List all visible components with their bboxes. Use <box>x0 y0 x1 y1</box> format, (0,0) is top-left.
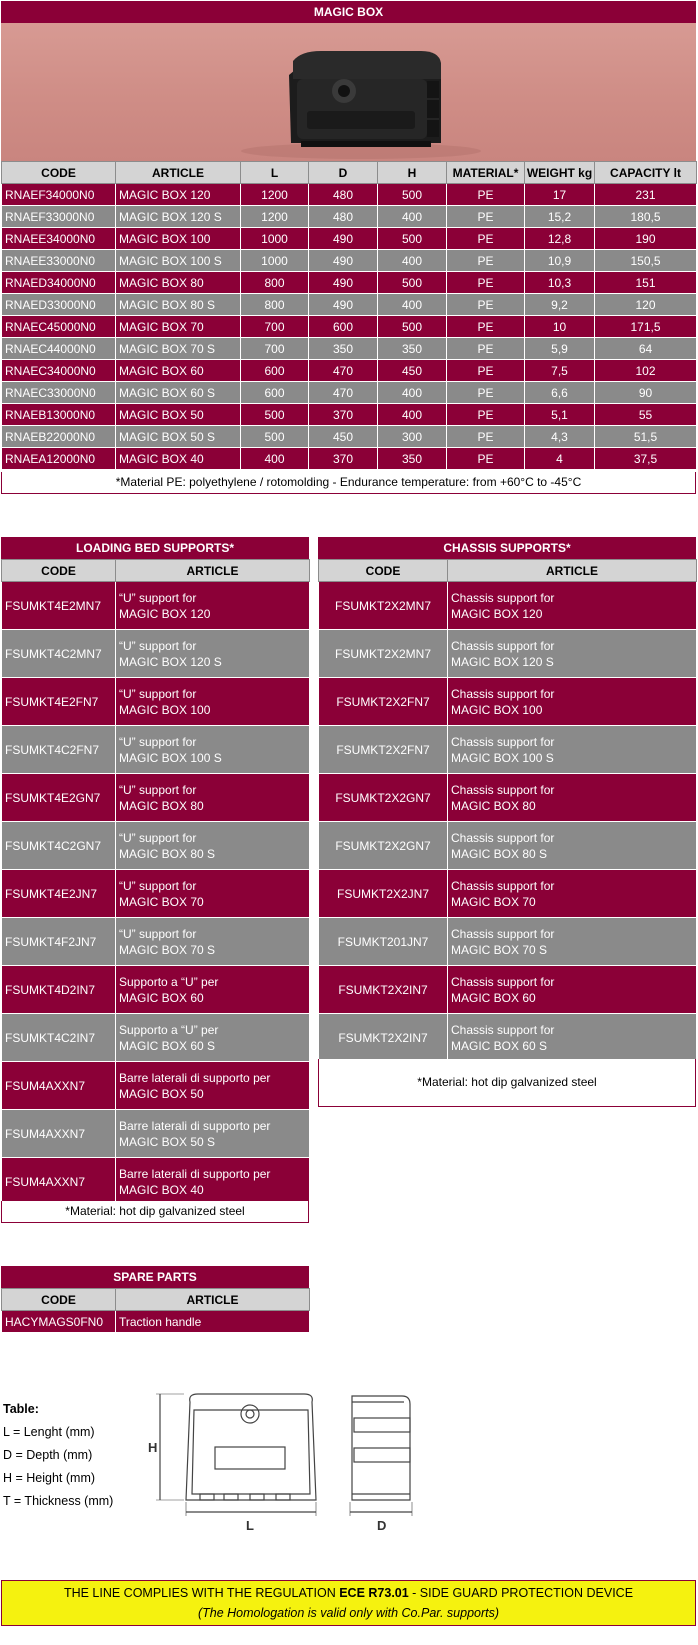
value-cell: PE <box>447 426 525 448</box>
table-row <box>2 1110 310 1158</box>
article-cell: “U” support for MAGIC BOX 100 <box>116 678 310 726</box>
value-cell: 12,8 <box>525 228 595 250</box>
table-row <box>2 272 697 294</box>
value-cell: 370 <box>309 404 378 426</box>
legend-line: L = Lenght (mm) <box>3 1425 95 1439</box>
article-cell: Chassis support for MAGIC BOX 70 <box>448 870 697 918</box>
col-capacity: CAPACITY lt <box>595 162 697 184</box>
article-cell: MAGIC BOX 100 S <box>116 250 241 272</box>
code-cell: FSUMKT2X2FN7 <box>319 678 448 726</box>
product-photo <box>1 23 696 161</box>
table-row <box>2 404 697 426</box>
value-cell: PE <box>447 294 525 316</box>
article-cell: MAGIC BOX 50 <box>116 404 241 426</box>
table-row <box>2 426 697 448</box>
article-cell: Chassis support for MAGIC BOX 120 S <box>448 630 697 678</box>
code-cell: FSUMKT4C2GN7 <box>2 822 116 870</box>
compliance-line-1 <box>2 1583 695 1603</box>
code-cell: FSUMKT4D2IN7 <box>2 966 116 1014</box>
value-cell: 500 <box>241 404 309 426</box>
code-cell: FSUMKT4E2JN7 <box>2 870 116 918</box>
table-row <box>2 582 310 630</box>
article-cell: MAGIC BOX 40 <box>116 448 241 470</box>
value-cell: 5,1 <box>525 404 595 426</box>
article-cell: Barre laterali di supporto per MAGIC BOX 50 S <box>116 1110 310 1158</box>
value-cell: 5,9 <box>525 338 595 360</box>
code-cell: RNAED34000N0 <box>2 272 116 294</box>
value-cell: 350 <box>378 338 447 360</box>
loading-bed-header-row <box>2 560 310 582</box>
code-cell: RNAEC33000N0 <box>2 382 116 404</box>
article-cell: Chassis support for MAGIC BOX 80 <box>448 774 697 822</box>
dimension-label-h: H <box>148 1440 158 1455</box>
code-cell: FSUMKT2X2FN7 <box>319 726 448 774</box>
value-cell: 400 <box>378 382 447 404</box>
code-cell: RNAEC44000N0 <box>2 338 116 360</box>
value-cell: 400 <box>378 294 447 316</box>
value-cell: 350 <box>309 338 378 360</box>
code-cell: FSUMKT4E2FN7 <box>2 678 116 726</box>
value-cell: 10,9 <box>525 250 595 272</box>
article-cell: Chassis support for MAGIC BOX 100 S <box>448 726 697 774</box>
table-row <box>2 630 310 678</box>
table-row <box>319 630 697 678</box>
spare-title: SPARE PARTS <box>1 1266 309 1288</box>
magic-box-header-row <box>2 162 697 184</box>
col-article: ARTICLE <box>116 560 310 582</box>
article-cell: MAGIC BOX 120 S <box>116 206 241 228</box>
value-cell: PE <box>447 250 525 272</box>
value-cell: 490 <box>309 272 378 294</box>
magic-box-table <box>1 161 697 470</box>
table-row <box>2 918 310 966</box>
legend-line: H = Height (mm) <box>3 1471 96 1485</box>
legend-title: Table: <box>3 1402 39 1416</box>
article-cell: Traction handle <box>116 1311 310 1333</box>
article-cell: Chassis support for MAGIC BOX 80 S <box>448 822 697 870</box>
code-cell: RNAEC34000N0 <box>2 360 116 382</box>
value-cell: PE <box>447 184 525 206</box>
table-row <box>2 774 310 822</box>
article-cell: Chassis support for MAGIC BOX 60 <box>448 966 697 1014</box>
magic-box-title: MAGIC BOX <box>1 1 696 23</box>
table-row <box>2 726 310 774</box>
table-row <box>2 870 310 918</box>
article-cell: Supporto a “U” per MAGIC BOX 60 <box>116 966 310 1014</box>
article-cell: MAGIC BOX 60 S <box>116 382 241 404</box>
article-cell: MAGIC BOX 50 S <box>116 426 241 448</box>
code-cell: RNAEB13000N0 <box>2 404 116 426</box>
table-row <box>2 382 697 404</box>
value-cell: 800 <box>241 272 309 294</box>
value-cell: 120 <box>595 294 697 316</box>
legend-line: D = Depth (mm) <box>3 1448 93 1462</box>
value-cell: 500 <box>241 426 309 448</box>
value-cell: 64 <box>595 338 697 360</box>
value-cell: PE <box>447 382 525 404</box>
code-cell: FSUMKT4C2MN7 <box>2 630 116 678</box>
code-cell: FSUMKT2X2GN7 <box>319 774 448 822</box>
value-cell: 171,5 <box>595 316 697 338</box>
value-cell: PE <box>447 206 525 228</box>
value-cell: 500 <box>378 228 447 250</box>
compliance-line-2: (The Homologation is valid only with Co.Par. supports) <box>197 1606 500 1620</box>
value-cell: 37,5 <box>595 448 697 470</box>
code-cell: FSUMKT2X2GN7 <box>319 822 448 870</box>
table-row <box>319 726 697 774</box>
value-cell: PE <box>447 360 525 382</box>
code-cell: RNAED33000N0 <box>2 294 116 316</box>
col-d: D <box>309 162 378 184</box>
value-cell: 1200 <box>241 184 309 206</box>
value-cell: 480 <box>309 184 378 206</box>
value-cell: PE <box>447 228 525 250</box>
table-row <box>2 678 310 726</box>
code-cell: HACYMAGS0FN0 <box>2 1311 116 1333</box>
table-row <box>2 250 697 272</box>
value-cell: 9,2 <box>525 294 595 316</box>
value-cell: 90 <box>595 382 697 404</box>
value-cell: PE <box>447 338 525 360</box>
table-row <box>2 1158 310 1206</box>
table-row <box>319 966 697 1014</box>
code-cell: RNAEE33000N0 <box>2 250 116 272</box>
col-code: CODE <box>2 1289 116 1311</box>
regulation-code: ECE R73.01 <box>339 1586 409 1600</box>
value-cell: 350 <box>378 448 447 470</box>
code-cell: FSUM4AXXN7 <box>2 1158 116 1206</box>
col-h: H <box>378 162 447 184</box>
value-cell: 150,5 <box>595 250 697 272</box>
value-cell: 151 <box>595 272 697 294</box>
value-cell: 10 <box>525 316 595 338</box>
value-cell: 400 <box>378 404 447 426</box>
loading-bed-note: *Material: hot dip galvanized steel <box>1 1201 309 1223</box>
code-cell: RNAEE34000N0 <box>2 228 116 250</box>
value-cell: 1000 <box>241 228 309 250</box>
col-article: ARTICLE <box>116 1289 310 1311</box>
table-row <box>2 338 697 360</box>
value-cell: 180,5 <box>595 206 697 228</box>
toolbox-illustration <box>1 23 696 161</box>
loading-bed-table <box>1 559 310 1206</box>
table-row <box>2 316 697 338</box>
magic-box-note: *Material PE: polyethylene / rotomolding - Endurance temperature: from +60°C to -45°C <box>1 472 696 494</box>
article-cell: MAGIC BOX 70 S <box>116 338 241 360</box>
table-row <box>2 294 697 316</box>
code-cell: FSUMKT4E2MN7 <box>2 582 116 630</box>
table-row <box>2 184 697 206</box>
code-cell: FSUMKT4E2GN7 <box>2 774 116 822</box>
code-cell: RNAEF33000N0 <box>2 206 116 228</box>
value-cell: 600 <box>309 316 378 338</box>
value-cell: 490 <box>309 228 378 250</box>
value-cell: 450 <box>378 360 447 382</box>
dimension-label-d: D <box>377 1518 387 1530</box>
technical-drawing <box>140 1390 440 1530</box>
article-cell: MAGIC BOX 80 S <box>116 294 241 316</box>
code-cell: FSUMKT2X2IN7 <box>319 966 448 1014</box>
value-cell: 400 <box>378 250 447 272</box>
dimension-legend <box>3 1398 153 1513</box>
table-row <box>319 1014 697 1062</box>
article-cell: MAGIC BOX 100 <box>116 228 241 250</box>
dimension-label-l: L <box>246 1518 254 1530</box>
value-cell: 7,5 <box>525 360 595 382</box>
code-cell: FSUM4AXXN7 <box>2 1110 116 1158</box>
value-cell: 450 <box>309 426 378 448</box>
value-cell: 600 <box>241 382 309 404</box>
col-material: MATERIAL* <box>447 162 525 184</box>
col-code: CODE <box>319 560 448 582</box>
value-cell: 190 <box>595 228 697 250</box>
value-cell: 231 <box>595 184 697 206</box>
code-cell: RNAEB22000N0 <box>2 426 116 448</box>
value-cell: 6,6 <box>525 382 595 404</box>
value-cell: 490 <box>309 250 378 272</box>
table-row <box>2 966 310 1014</box>
article-cell: MAGIC BOX 120 <box>116 184 241 206</box>
article-cell: Chassis support for MAGIC BOX 60 S <box>448 1014 697 1062</box>
value-cell: PE <box>447 272 525 294</box>
table-row <box>2 448 697 470</box>
article-cell: Chassis support for MAGIC BOX 70 S <box>448 918 697 966</box>
value-cell: PE <box>447 448 525 470</box>
value-cell: PE <box>447 316 525 338</box>
article-cell: MAGIC BOX 70 <box>116 316 241 338</box>
value-cell: 10,3 <box>525 272 595 294</box>
table-row <box>319 822 697 870</box>
table-row <box>2 1014 310 1062</box>
table-row <box>2 822 310 870</box>
code-cell: FSUMKT2X2JN7 <box>319 870 448 918</box>
value-cell: 15,2 <box>525 206 595 228</box>
value-cell: 102 <box>595 360 697 382</box>
compliance-text: THE LINE COMPLIES WITH THE REGULATION <box>63 1586 340 1600</box>
value-cell: PE <box>447 404 525 426</box>
col-code: CODE <box>2 560 116 582</box>
value-cell: 500 <box>378 316 447 338</box>
compliance-banner <box>1 1580 696 1626</box>
compliance-text: - SIDE GUARD PROTECTION DEVICE <box>408 1586 634 1600</box>
value-cell: 1000 <box>241 250 309 272</box>
chassis-title: CHASSIS SUPPORTS* <box>318 537 696 559</box>
article-cell: “U” support for MAGIC BOX 120 <box>116 582 310 630</box>
value-cell: 400 <box>241 448 309 470</box>
code-cell: RNAEA12000N0 <box>2 448 116 470</box>
col-l: L <box>241 162 309 184</box>
value-cell: 470 <box>309 360 378 382</box>
code-cell: FSUMKT2X2MN7 <box>319 582 448 630</box>
value-cell: 800 <box>241 294 309 316</box>
article-cell: Barre laterali di supporto per MAGIC BOX 40 <box>116 1158 310 1206</box>
article-cell: MAGIC BOX 60 <box>116 360 241 382</box>
spare-table <box>1 1288 310 1333</box>
code-cell: RNAEC45000N0 <box>2 316 116 338</box>
col-article: ARTICLE <box>116 162 241 184</box>
table-row <box>319 918 697 966</box>
article-cell: Chassis support for MAGIC BOX 120 <box>448 582 697 630</box>
loading-bed-title: LOADING BED SUPPORTS* <box>1 537 309 559</box>
value-cell: 51,5 <box>595 426 697 448</box>
article-cell: “U” support for MAGIC BOX 70 S <box>116 918 310 966</box>
article-cell: Barre laterali di supporto per MAGIC BOX 50 <box>116 1062 310 1110</box>
table-row <box>319 582 697 630</box>
col-weight: WEIGHT kg <box>525 162 595 184</box>
article-cell: Supporto a “U” per MAGIC BOX 60 S <box>116 1014 310 1062</box>
value-cell: 600 <box>241 360 309 382</box>
table-row <box>2 228 697 250</box>
code-cell: RNAEF34000N0 <box>2 184 116 206</box>
code-cell: FSUMKT4C2FN7 <box>2 726 116 774</box>
code-cell: FSUMKT2X2MN7 <box>319 630 448 678</box>
value-cell: 500 <box>378 184 447 206</box>
article-cell: “U” support for MAGIC BOX 120 S <box>116 630 310 678</box>
code-cell: FSUMKT4C2IN7 <box>2 1014 116 1062</box>
table-row <box>319 774 697 822</box>
table-row <box>319 678 697 726</box>
chassis-note: *Material: hot dip galvanized steel <box>318 1059 696 1107</box>
value-cell: 17 <box>525 184 595 206</box>
spare-header-row <box>2 1289 310 1311</box>
value-cell: 700 <box>241 338 309 360</box>
table-row <box>2 206 697 228</box>
value-cell: 400 <box>378 206 447 228</box>
value-cell: 4,3 <box>525 426 595 448</box>
code-cell: FSUMKT2X2IN7 <box>319 1014 448 1062</box>
col-article: ARTICLE <box>448 560 697 582</box>
chassis-table <box>318 559 697 1062</box>
table-row <box>2 360 697 382</box>
value-cell: 470 <box>309 382 378 404</box>
article-cell: “U” support for MAGIC BOX 80 S <box>116 822 310 870</box>
value-cell: 700 <box>241 316 309 338</box>
value-cell: 4 <box>525 448 595 470</box>
legend-line: T = Thickness (mm) <box>3 1494 114 1508</box>
table-row <box>319 870 697 918</box>
value-cell: 300 <box>378 426 447 448</box>
value-cell: 370 <box>309 448 378 470</box>
code-cell: FSUMKT201JN7 <box>319 918 448 966</box>
value-cell: 490 <box>309 294 378 316</box>
col-code: CODE <box>2 162 116 184</box>
value-cell: 1200 <box>241 206 309 228</box>
table-row <box>2 1062 310 1110</box>
value-cell: 480 <box>309 206 378 228</box>
article-cell: “U” support for MAGIC BOX 100 S <box>116 726 310 774</box>
chassis-header-row <box>319 560 697 582</box>
table-row <box>2 1311 310 1333</box>
code-cell: FSUM4AXXN7 <box>2 1062 116 1110</box>
value-cell: 55 <box>595 404 697 426</box>
article-cell: “U” support for MAGIC BOX 70 <box>116 870 310 918</box>
article-cell: Chassis support for MAGIC BOX 100 <box>448 678 697 726</box>
code-cell: FSUMKT4F2JN7 <box>2 918 116 966</box>
article-cell: MAGIC BOX 80 <box>116 272 241 294</box>
article-cell: “U” support for MAGIC BOX 80 <box>116 774 310 822</box>
value-cell: 500 <box>378 272 447 294</box>
